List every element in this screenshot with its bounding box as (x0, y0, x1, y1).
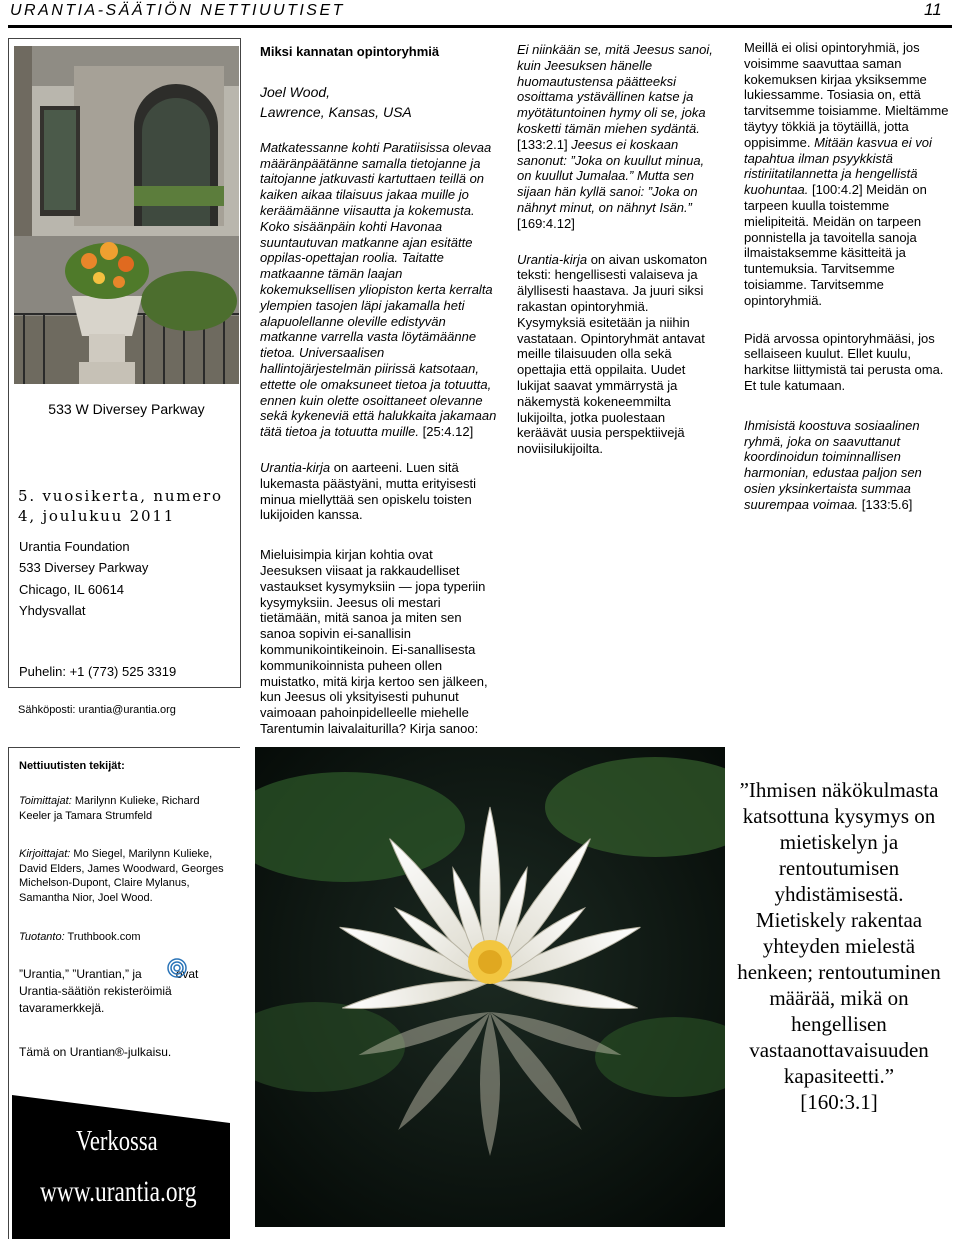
email-address[interactable]: Sähköposti: urantia@urantia.org (18, 704, 176, 716)
credits-production: Tuotanto: Truthbook.com (19, 931, 141, 943)
article-column-2 (517, 42, 717, 471)
newsletter-title: URANTIA-SÄÄTIÖN NETTIUUTISET (10, 2, 345, 19)
book-name: Urantia-kirja (517, 251, 588, 267)
building-photo (14, 46, 239, 384)
quote-reference: [169:4.12] (517, 215, 575, 231)
book-quote: Ei niinkään se, mitä Jeesus sanoi, kuin Jeesuksen hänelle huomautustensa päätteeksi osoittama ystävällinen katse ja myötätuntoinen hymy oli se, joka kosketti tämän miehen sydäntä. (517, 42, 713, 136)
quote-paragraph (744, 418, 949, 513)
quote-reference: [100:4.2] (808, 182, 867, 198)
photo-caption: 533 W Diversey Parkway (48, 401, 205, 417)
water-lily-photo (255, 747, 725, 1227)
book-quote: Ihmisistä koostuva sosiaalinen ryhmä, joka on saavuttanut koordinoidun toiminnallisen harmonian, edustaa paljon sen osien yksinkertaista summaa suurempaa voimaa. (744, 417, 922, 512)
website-link[interactable]: www.urantia.org (40, 1175, 197, 1208)
credits-title: Nettiuutisten tekijät: (19, 760, 125, 772)
author-location: Lawrence, Kansas, USA (260, 103, 412, 120)
online-badge[interactable] (12, 1095, 230, 1239)
article-byline (260, 82, 498, 122)
body-paragraph: Urantia-kirja on aarteeni. Luen sitä lukemasta päästyäni, mutta erityisesti minua miellyttää sen opiskelu toisten lukijoiden kanssa. (260, 459, 477, 523)
quote-reference: [133:2.1] (517, 136, 572, 152)
quote-paragraph (260, 140, 498, 440)
address-line: Chicago, IL 60614 (19, 582, 125, 597)
article-title: Miksi kannatan opintoryhmiä (260, 44, 440, 59)
book-quote: Mitään kasvua ei voi tapahtua ilman psyykkistä ristiriitatilannetta ja hengellistä kuohuntaa. (744, 134, 932, 198)
author-name: Joel Wood, (260, 83, 331, 100)
publication-note: Tämä on Urantian®-julkaisu. (19, 1045, 172, 1059)
article-column-1 (260, 44, 498, 751)
address-line: Yhdysvallat (19, 603, 86, 618)
pull-quote-text: ”Ihmisen näkökulmasta katsottuna kysymys on mietiskelyn ja rentoutumisen yhdistämisestä. Mietiskely rakentaa yhteyden mielestä henkeen; rentoutuminen määrää, mikä on hengellisen vastaanottavaisuuden kapasiteetti.” (737, 778, 941, 1088)
book-quote: Jeesus ei koskaan sanonut: ”Joka on kuullut minua, on kuullut Jumalaa.” Mutta sen sijaan hän kyllä sanoi: ”Joka on nähnyt minut, on nähnyt Isän.” (517, 136, 705, 215)
address-line: Urantia Foundation (19, 539, 130, 554)
phone-number: Puhelin: +1 (773) 525 3319 (19, 664, 177, 679)
issue-info: 5. vuosikerta, numero 4, joulukuu 2011 (18, 487, 223, 525)
pull-quote (732, 777, 946, 1115)
page-number: 11 (924, 0, 942, 19)
body-paragraph: Meillä ei olisi opintoryhmiä, jos voisimme saavuttaa saman kokemuksen kirjaa yksiksemme lukiessamme. Tosiasia on, että tarvitsemme toisiamme. Mieltämme täytyy tökkiä ja töytäillä, jotta oppisimme. Mitään kasvua ei voi tapahtua ilman psyykkistä ristiriitatilannetta ja hengellistä kuohuntaa. [100:4.2] Meidän on tarpeen kuulla toistemme mielipiteitä. Meidän on tarpeen ponnistella ja tavoitella sanoja ilmaistaksemme käsitteitä ja tuntemuksia. Tarvitsemme toisiamme. Tarvitsemme opintoryhmiä. (744, 40, 949, 308)
address-line: 533 Diversey Parkway (19, 560, 149, 575)
quote-paragraph (517, 42, 717, 232)
pull-quote-reference: [160:3.1] (800, 1090, 878, 1114)
trademark-notice: ”Urantia,” ”Urantian,” ja ovat Urantia-säätiön rekisteröimiä tavaramerkkejä. (19, 967, 199, 1015)
credits-writers: Kirjoittajat: Mo Siegel, Marilynn Kulieke, David Elders, James Woodward, Georges Michelson-Dupont, Claire Mylanus, Samantha Nior, Joel Wood. (19, 848, 224, 904)
header-rule (8, 25, 952, 28)
body-paragraph: Pidä arvossa opintoryhmääsi, jos sellaiseen kuulut. Ellet kuulu, harkitse liittymistä tai perusta oma. Et tule katumaan. (744, 330, 944, 393)
book-name: Urantia-kirja (260, 459, 331, 475)
body-paragraph: Mieluisimpia kirjan kohtia ovat Jeesuksen viisaat ja rakkaudelliset vastaukset kysymyksiin — jopa typeriin kysymyksiin. Jeesus oli mestari tietämään, mitä sanoa ja miten sen sanoa sopivin ei-sanallisin kommunikointikeinoin. Ei-sanallisesta kommunikoinnista puheen ollen muistatko, mitä kirja kertoo sen jälkeen, kun Jeesus oli yksityisesti puhunut vaimoaan pahoinpidelleelle miehelle Tarentumin laivalaiturilla? Kirja sanoo: (260, 547, 488, 736)
quote-reference: [133:5.6] (858, 496, 913, 512)
book-quote: Matkatessanne kohti Paratiisissa olevaa määränpäätänne samalla tietojanne ja taitojanne jatkuvasti kartuttaen teillä on kaiken aikaa tilaisuus jakaa muille jo keräämäänne viisautta ja kokemusta. Koko sisäänpäin kohti Havonaa suuntautuvan matkanne ajan esitätte oppilas-opettajan roolia. Taitatte matkaanne tämän laajan kokemuksellisen yliopiston kerta kerralta ylempien tasojen läpi jakamalla heti alapuolellanne oleville edistyvän matkanne varrella vasta löytämäänne tietoa. Universaalisen hallintojärjestelmän piirissä katsotaan, ettette ole omaksuneet tietoa ja totuutta, ennen kuin olette osoittaneet olevanne sekä kykeneviä että halukkaita jakamaan tätä tietoa ja totuutta muille. (260, 139, 497, 440)
body-paragraph: Urantia-kirja on aivan uskomaton teksti: hengellisesti valaiseva ja älyllisesti haastava. Ja juuri siksi rakastan opintoryhmiä. Kysymyksiä esitetään ja niihin vastataan. Opintoryhmät antavat meille tilaisuuden olla sekä opettajia että oppilaita. Uudet lukijat saavat ymmärrystä ja näkemystä kokeneemmilta lukijoilta, jotka puolestaan keräävät uusia perspektiivejä noviisilukijoilta. (517, 251, 708, 457)
quote-reference: [25:4.12] (418, 424, 474, 440)
credits-editors: Toimittajat: Marilynn Kulieke, Richard Keeler ja Tamara Strumfeld (19, 795, 200, 822)
badge-heading: Verkossa (76, 1125, 158, 1157)
article-column-3 (744, 40, 949, 527)
urantia-concentric-circles-icon (167, 958, 187, 978)
